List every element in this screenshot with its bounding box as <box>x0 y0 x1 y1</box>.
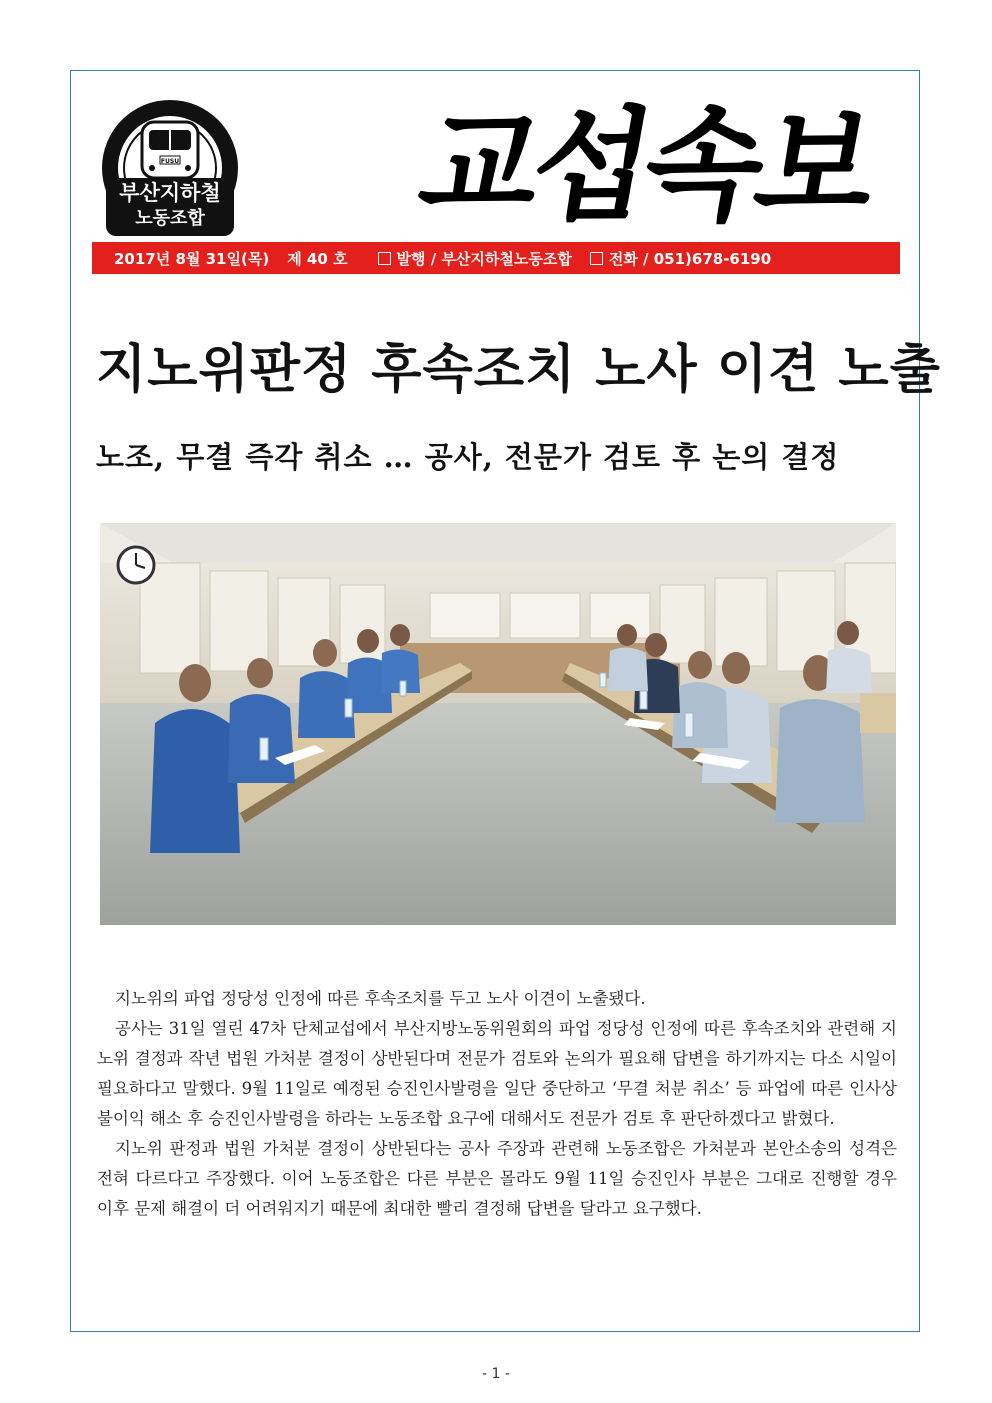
publisher-info <box>378 248 572 269</box>
article-paragraph: 공사는 31일 열린 47차 단체교섭에서 부산지방노동위원회의 파업 정당성 인정에 따른 후속조치와 관련해 지노위 결정과 작년 법원 가처분 결정이 상반된다며 전문가 검토와 논의가 필요해 답변을 하기까지는 다소 시일이 필요하다고 말했다. 9월 11일로 예정된 승진인사발령을 일단 중단하고 ‘무결 처분 취소’ 등 파업에 따른 인사상 불이익 해소 후 승진인사발령을 하라는 노동조합 요구에 대해서도 전문가 검토 후 판단하겠다고 밝혔다. <box>97 1019 897 1128</box>
issue-date: 2017년 8월 31일(목) <box>114 249 270 268</box>
article-body <box>97 984 897 1224</box>
article-paragraph: 지노위의 파업 정당성 인정에 따른 후속조치를 두고 노사 이견이 노출됐다. <box>115 989 646 1008</box>
logo-bottom-text: 노동조합 <box>135 208 205 229</box>
article-headline: 지노위판정 후속조치 노사 이견 노출 <box>96 340 941 400</box>
checkbox-icon <box>378 252 391 265</box>
logo-top-text: 부산지하철 <box>119 181 221 205</box>
union-logo <box>100 98 240 238</box>
info-bar <box>92 242 900 274</box>
article-subheadline: 노조, 무결 즉각 취소 … 공사, 전문가 검토 후 논의 결정 <box>96 440 840 474</box>
meeting-photo <box>100 523 896 925</box>
checkbox-icon <box>590 252 603 265</box>
page-number: - 1 - <box>482 1366 510 1382</box>
article-paragraph: 지노위 판정과 법원 가처분 결정이 상반된다는 공사 주장과 관련해 노동조합은 가처분과 본안소송의 성격은 전혀 다르다고 주장했다. 이어 노동조합은 다른 부분은 몰라도 9월 11일 승진인사 부분은 그대로 진행할 경우 이후 문제 해결이 더 어려워지기 때문에 최대한 빨리 결정해 답변을 달라고 요구했다. <box>97 1139 897 1218</box>
issue-number: 제 40 호 <box>287 249 348 268</box>
phone-text: 전화 / 051)678-6190 <box>608 249 772 268</box>
train-plate: FUSU <box>160 158 180 165</box>
publisher-text: 발행 / 부산지하철노동조합 <box>396 249 572 268</box>
phone-info <box>590 248 771 269</box>
masthead-title: 교섭속보 <box>409 95 883 237</box>
